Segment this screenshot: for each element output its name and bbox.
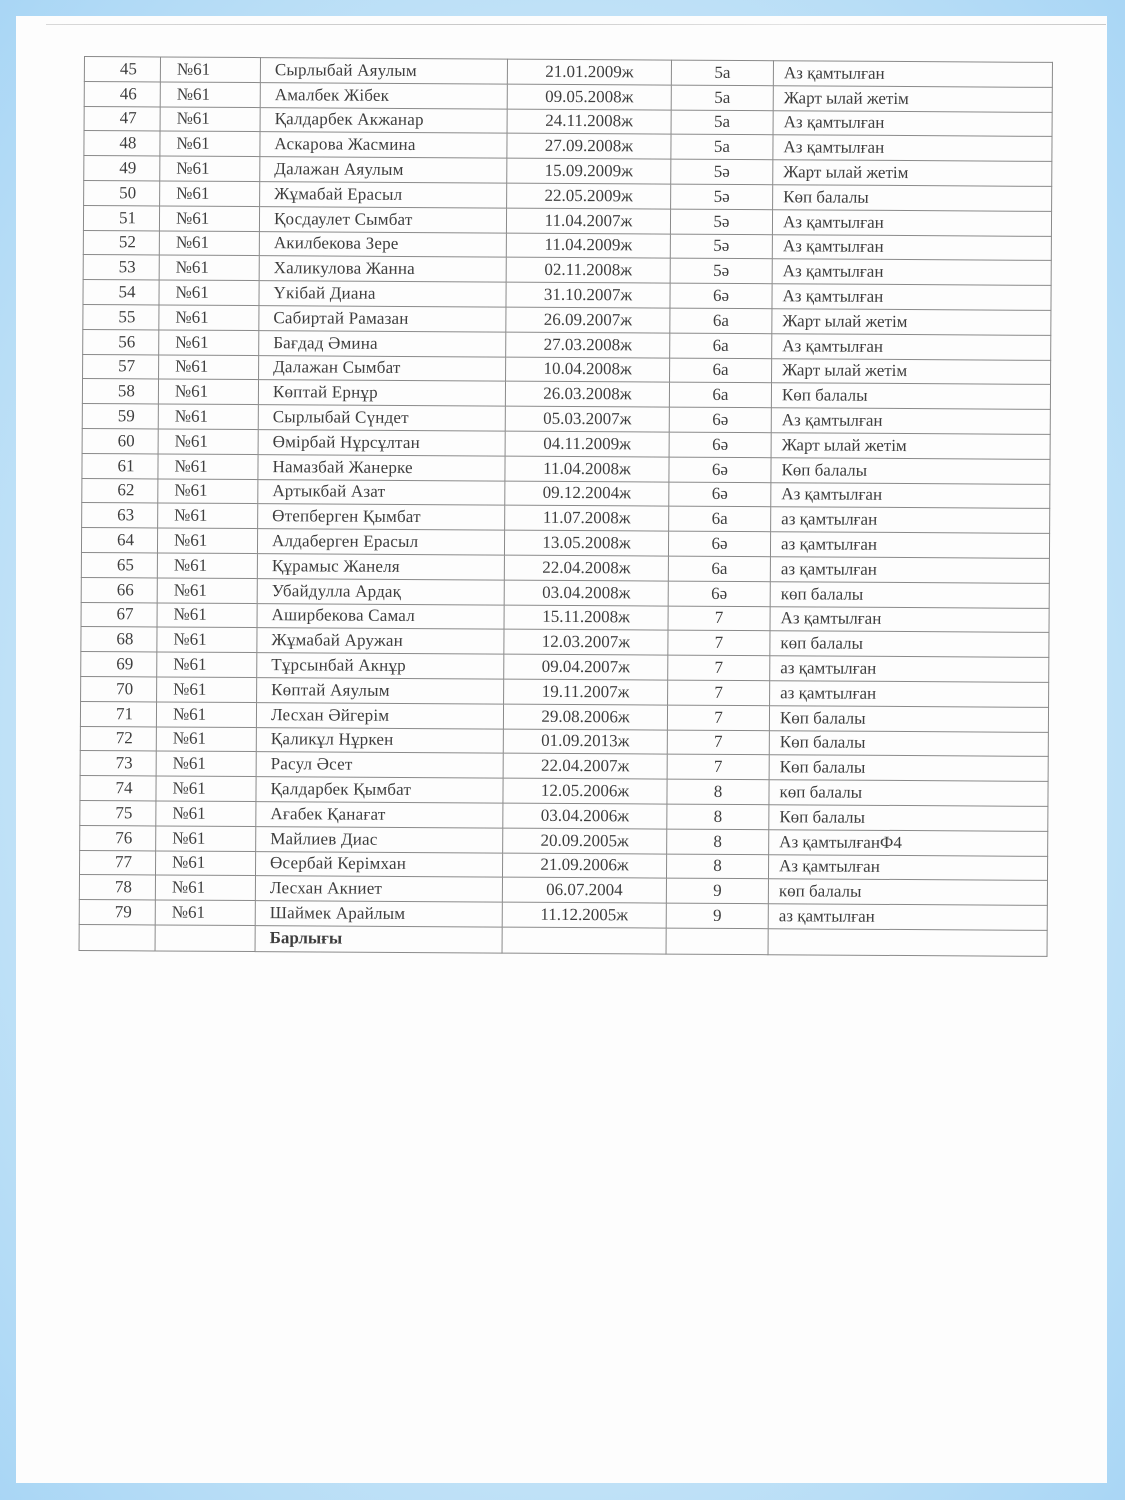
roster-body bbox=[79, 57, 1052, 957]
school-number: №61 bbox=[157, 578, 257, 603]
class-grade: 6а bbox=[670, 358, 772, 383]
birth-date: 03.04.2006ж bbox=[503, 803, 667, 829]
birth-date: 21.01.2009ж bbox=[507, 59, 671, 85]
school-number: №61 bbox=[155, 900, 255, 925]
birth-date: 31.10.2007ж bbox=[506, 282, 670, 308]
class-grade: 7 bbox=[668, 630, 770, 655]
family-status: көп балалы bbox=[769, 780, 1048, 807]
row-number: 49 bbox=[84, 156, 160, 181]
birth-date: 10.04.2008ж bbox=[506, 357, 670, 383]
row-number: 58 bbox=[82, 379, 158, 404]
scanned-page bbox=[16, 16, 1107, 1483]
student-name: Шаймек Арайлым bbox=[255, 901, 502, 927]
row-number: 74 bbox=[80, 776, 156, 801]
class-grade: 9 bbox=[666, 903, 768, 928]
birth-date: 26.03.2008ж bbox=[505, 381, 669, 407]
class-grade: 6а bbox=[670, 308, 772, 333]
class-grade: 9 bbox=[666, 878, 768, 903]
birth-date: 11.04.2008ж bbox=[505, 456, 669, 482]
family-status: Жарт ылай жетім bbox=[771, 433, 1050, 460]
family-status: аз қамтылған bbox=[770, 681, 1049, 708]
row-number: 57 bbox=[83, 354, 159, 379]
family-status: Аз қамтылған bbox=[772, 234, 1051, 261]
birth-date: 05.03.2007ж bbox=[505, 406, 669, 432]
family-status: Аз қамтылған bbox=[772, 209, 1051, 236]
student-name: Алдаберген Ерасыл bbox=[257, 529, 504, 555]
school-number: №61 bbox=[156, 726, 256, 751]
birth-date: 11.04.2009ж bbox=[506, 233, 670, 259]
student-name: Акилбекова Зере bbox=[259, 231, 506, 257]
student-name: Үкібай Диана bbox=[259, 281, 506, 307]
school-number: №61 bbox=[157, 677, 257, 702]
student-name: Аскарова Жасмина bbox=[260, 132, 507, 158]
family-status: Көп балалы bbox=[769, 755, 1048, 782]
row-number: 56 bbox=[83, 329, 159, 354]
row-number: 45 bbox=[84, 57, 160, 82]
class-grade: 7 bbox=[667, 705, 769, 730]
class-grade: 8 bbox=[666, 854, 768, 879]
student-name: Сырлыбай Аяулым bbox=[260, 58, 507, 84]
class-grade: 6а bbox=[670, 333, 772, 358]
row-number: 47 bbox=[84, 106, 160, 131]
family-status: Аз қамтылған bbox=[771, 482, 1050, 509]
total-num-cell bbox=[79, 924, 155, 950]
row-number: 54 bbox=[83, 280, 159, 305]
row-number: 67 bbox=[81, 602, 157, 627]
school-number: №61 bbox=[156, 751, 256, 776]
school-number: №61 bbox=[160, 131, 260, 156]
row-number: 61 bbox=[82, 453, 158, 478]
school-number: №61 bbox=[158, 503, 258, 528]
student-name: Убайдулла Ардақ bbox=[257, 578, 504, 604]
row-number: 51 bbox=[83, 205, 159, 230]
family-status: аз қамтылған bbox=[768, 904, 1047, 931]
birth-date: 19.11.2007ж bbox=[504, 679, 668, 705]
student-name: Сырлыбай Сүндет bbox=[258, 405, 505, 431]
family-status: Жарт ылай жетім bbox=[773, 160, 1052, 187]
row-number: 55 bbox=[83, 304, 159, 329]
school-number: №61 bbox=[157, 652, 257, 677]
class-grade: 6ә bbox=[670, 283, 772, 308]
birth-date: 22.04.2008ж bbox=[504, 555, 668, 581]
class-grade: 5а bbox=[671, 134, 773, 159]
school-number: №61 bbox=[158, 429, 258, 454]
school-number: №61 bbox=[160, 107, 260, 132]
row-number: 75 bbox=[80, 800, 156, 825]
class-grade: 5ә bbox=[671, 159, 773, 184]
family-status: Аз қамтылған bbox=[773, 135, 1052, 162]
class-grade: 6ә bbox=[669, 432, 771, 457]
student-name: Көптай Аяулым bbox=[257, 677, 504, 703]
student-name: Өмірбай Нұрсұлтан bbox=[258, 430, 505, 456]
total-class-cell bbox=[666, 928, 768, 955]
school-number: №61 bbox=[157, 627, 257, 652]
birth-date: 26.09.2007ж bbox=[506, 307, 670, 333]
birth-date: 02.11.2008ж bbox=[506, 257, 670, 283]
school-number: №61 bbox=[160, 156, 260, 181]
family-status: Көп балалы bbox=[769, 705, 1048, 732]
school-number: №61 bbox=[155, 875, 255, 900]
student-name: Ағабек Қанағат bbox=[256, 801, 503, 827]
family-status: Аз қамтылған bbox=[770, 606, 1049, 633]
family-status: Аз қамтылған bbox=[772, 259, 1051, 286]
class-grade: 6ә bbox=[669, 407, 771, 432]
school-number: №61 bbox=[157, 602, 257, 627]
school-number: №61 bbox=[159, 231, 259, 256]
class-grade: 5а bbox=[671, 85, 773, 110]
student-name: Аширбекова Самал bbox=[257, 603, 504, 629]
class-grade: 6а bbox=[669, 506, 771, 531]
school-number: №61 bbox=[160, 82, 260, 107]
family-status: көп балалы bbox=[768, 879, 1047, 906]
student-name: Лесхан Акниет bbox=[255, 876, 502, 902]
birth-date: 21.09.2006ж bbox=[502, 853, 666, 879]
birth-date: 12.05.2006ж bbox=[503, 778, 667, 804]
row-number: 76 bbox=[80, 825, 156, 850]
class-grade: 6а bbox=[668, 556, 770, 581]
birth-date: 11.12.2005ж bbox=[502, 902, 666, 928]
family-status: Аз қамтылған bbox=[768, 854, 1047, 881]
row-number: 59 bbox=[82, 404, 158, 429]
student-name: Өтепберген Қымбат bbox=[258, 504, 505, 530]
birth-date: 09.05.2008ж bbox=[507, 84, 671, 110]
student-name: Далажан Сымбат bbox=[259, 355, 506, 381]
row-number: 46 bbox=[84, 81, 160, 106]
student-name: Өсербай Керімхан bbox=[255, 851, 502, 877]
total-status-cell bbox=[768, 929, 1047, 957]
family-status: аз қамтылған bbox=[770, 656, 1049, 683]
family-status: Аз қамтылғанФ4 bbox=[769, 829, 1048, 856]
class-grade: 6а bbox=[669, 382, 771, 407]
student-name: Майлиев Диас bbox=[256, 826, 503, 852]
student-name: Артыкбай Азат bbox=[258, 479, 505, 505]
student-name: Тұрсынбай Акнұр bbox=[257, 653, 504, 679]
family-status: Аз қамтылған bbox=[771, 408, 1050, 435]
birth-date: 09.12.2004ж bbox=[505, 481, 669, 507]
family-status: Аз қамтылған bbox=[772, 284, 1051, 311]
row-number: 48 bbox=[84, 131, 160, 156]
school-number: №61 bbox=[160, 181, 260, 206]
family-status: Көп балалы bbox=[771, 457, 1050, 484]
row-number: 62 bbox=[82, 478, 158, 503]
birth-date: 27.09.2008ж bbox=[507, 133, 671, 159]
row-number: 60 bbox=[82, 428, 158, 453]
birth-date: 29.08.2006ж bbox=[503, 704, 667, 730]
row-number: 78 bbox=[79, 875, 155, 900]
class-grade: 7 bbox=[668, 655, 770, 680]
school-number: №61 bbox=[155, 850, 255, 875]
birth-date: 20.09.2005ж bbox=[503, 828, 667, 854]
student-name: Халикулова Жанна bbox=[259, 256, 506, 282]
birth-date: 09.04.2007ж bbox=[504, 654, 668, 680]
school-number: №61 bbox=[159, 206, 259, 231]
family-status: аз қамтылған bbox=[770, 532, 1049, 559]
class-grade: 5ә bbox=[670, 258, 772, 283]
birth-date: 03.04.2008ж bbox=[504, 580, 668, 606]
row-number: 79 bbox=[79, 900, 155, 925]
row-number: 50 bbox=[84, 180, 160, 205]
class-grade: 8 bbox=[667, 804, 769, 829]
row-number: 71 bbox=[80, 701, 156, 726]
family-status: Көп балалы bbox=[771, 383, 1050, 410]
class-grade: 8 bbox=[667, 779, 769, 804]
student-name: Жұмабай Аружан bbox=[257, 628, 504, 654]
student-name: Далажан Аяулым bbox=[260, 157, 507, 183]
class-grade: 7 bbox=[667, 730, 769, 755]
school-number: №61 bbox=[159, 355, 259, 380]
total-date-cell bbox=[502, 927, 666, 954]
school-number: №61 bbox=[159, 280, 259, 305]
family-status: аз қамтылған bbox=[770, 557, 1049, 584]
family-status: көп балалы bbox=[770, 581, 1049, 608]
school-number: №61 bbox=[156, 702, 256, 727]
class-grade: 6ә bbox=[669, 482, 771, 507]
row-number: 66 bbox=[81, 577, 157, 602]
student-roster-table bbox=[79, 56, 1053, 957]
row-number: 77 bbox=[79, 850, 155, 875]
birth-date: 01.09.2013ж bbox=[503, 729, 667, 755]
student-name: Қалдарбек Қымбат bbox=[256, 777, 503, 803]
student-name: Сабиртай Рамазан bbox=[259, 306, 506, 332]
class-grade: 5ә bbox=[670, 234, 772, 259]
family-status: Көп балалы bbox=[773, 185, 1052, 212]
row-number: 53 bbox=[83, 255, 159, 280]
birth-date: 27.03.2008ж bbox=[506, 332, 670, 358]
top-divider bbox=[46, 24, 1106, 25]
school-number: №61 bbox=[156, 776, 256, 801]
family-status: Жарт ылай жетім bbox=[772, 309, 1051, 336]
birth-date: 22.05.2009ж bbox=[507, 183, 671, 209]
student-name: Құрамыс Жанеля bbox=[257, 554, 504, 580]
family-status: Аз қамтылған bbox=[772, 333, 1051, 360]
class-grade: 8 bbox=[667, 829, 769, 854]
student-name: Бағдад Әмина bbox=[259, 330, 506, 356]
birth-date: 15.11.2008ж bbox=[504, 605, 668, 631]
family-status: көп балалы bbox=[770, 631, 1049, 658]
class-grade: 6ә bbox=[669, 457, 771, 482]
birth-date: 11.04.2007ж bbox=[506, 208, 670, 234]
row-number: 72 bbox=[80, 726, 156, 751]
family-status: Көп балалы bbox=[769, 805, 1048, 832]
student-name: Қаликұл Нұркен bbox=[256, 727, 503, 753]
class-grade: 7 bbox=[668, 680, 770, 705]
row-number: 69 bbox=[81, 652, 157, 677]
row-number: 70 bbox=[81, 676, 157, 701]
class-grade: 5а bbox=[671, 110, 773, 135]
total-row bbox=[79, 924, 1047, 956]
birth-date: 04.11.2009ж bbox=[505, 431, 669, 457]
school-number: №61 bbox=[158, 454, 258, 479]
family-status: Көп балалы bbox=[769, 730, 1048, 757]
school-number: №61 bbox=[158, 479, 258, 504]
class-grade: 6ә bbox=[668, 531, 770, 556]
birth-date: 13.05.2008ж bbox=[504, 530, 668, 556]
student-name: Расул Әсет bbox=[256, 752, 503, 778]
class-grade: 5а bbox=[671, 60, 773, 85]
total-school-cell bbox=[155, 925, 255, 952]
row-number: 64 bbox=[81, 528, 157, 553]
family-status: аз қамтылған bbox=[771, 507, 1050, 534]
student-name: Намазбай Жанерке bbox=[258, 454, 505, 480]
family-status: Аз қамтылған bbox=[773, 61, 1052, 88]
class-grade: 7 bbox=[668, 606, 770, 631]
birth-date: 06.07.2004 bbox=[502, 877, 666, 903]
student-name: Амалбек Жібек bbox=[260, 82, 507, 108]
row-number: 68 bbox=[81, 627, 157, 652]
birth-date: 22.04.2007ж bbox=[503, 753, 667, 779]
school-number: №61 bbox=[156, 801, 256, 826]
family-status: Жарт ылай жетім bbox=[772, 358, 1051, 385]
school-number: №61 bbox=[159, 330, 259, 355]
total-label: Барлығы bbox=[255, 925, 502, 953]
row-number: 65 bbox=[81, 552, 157, 577]
row-number: 73 bbox=[80, 751, 156, 776]
school-number: №61 bbox=[156, 826, 256, 851]
school-number: №61 bbox=[157, 528, 257, 553]
school-number: №61 bbox=[160, 57, 260, 82]
birth-date: 11.07.2008ж bbox=[505, 505, 669, 531]
birth-date: 12.03.2007ж bbox=[504, 629, 668, 655]
class-grade: 5ә bbox=[670, 209, 772, 234]
birth-date: 15.09.2009ж bbox=[507, 158, 671, 184]
birth-date: 24.11.2008ж bbox=[507, 109, 671, 135]
class-grade: 6ә bbox=[668, 581, 770, 606]
family-status: Жарт ылай жетім bbox=[773, 86, 1052, 113]
student-name: Көптай Ернұр bbox=[258, 380, 505, 406]
student-name: Қосдаулет Сымбат bbox=[259, 206, 506, 232]
row-number: 63 bbox=[82, 503, 158, 528]
class-grade: 7 bbox=[667, 754, 769, 779]
student-name: Лесхан Әйгерім bbox=[256, 702, 503, 728]
class-grade: 5ә bbox=[671, 184, 773, 209]
student-name: Жұмабай Ерасыл bbox=[260, 182, 507, 208]
row-number: 52 bbox=[83, 230, 159, 255]
student-name: Қалдарбек Акжанар bbox=[260, 107, 507, 133]
school-number: №61 bbox=[157, 553, 257, 578]
school-number: №61 bbox=[159, 305, 259, 330]
school-number: №61 bbox=[159, 255, 259, 280]
school-number: №61 bbox=[158, 379, 258, 404]
family-status: Аз қамтылған bbox=[773, 110, 1052, 137]
school-number: №61 bbox=[158, 404, 258, 429]
